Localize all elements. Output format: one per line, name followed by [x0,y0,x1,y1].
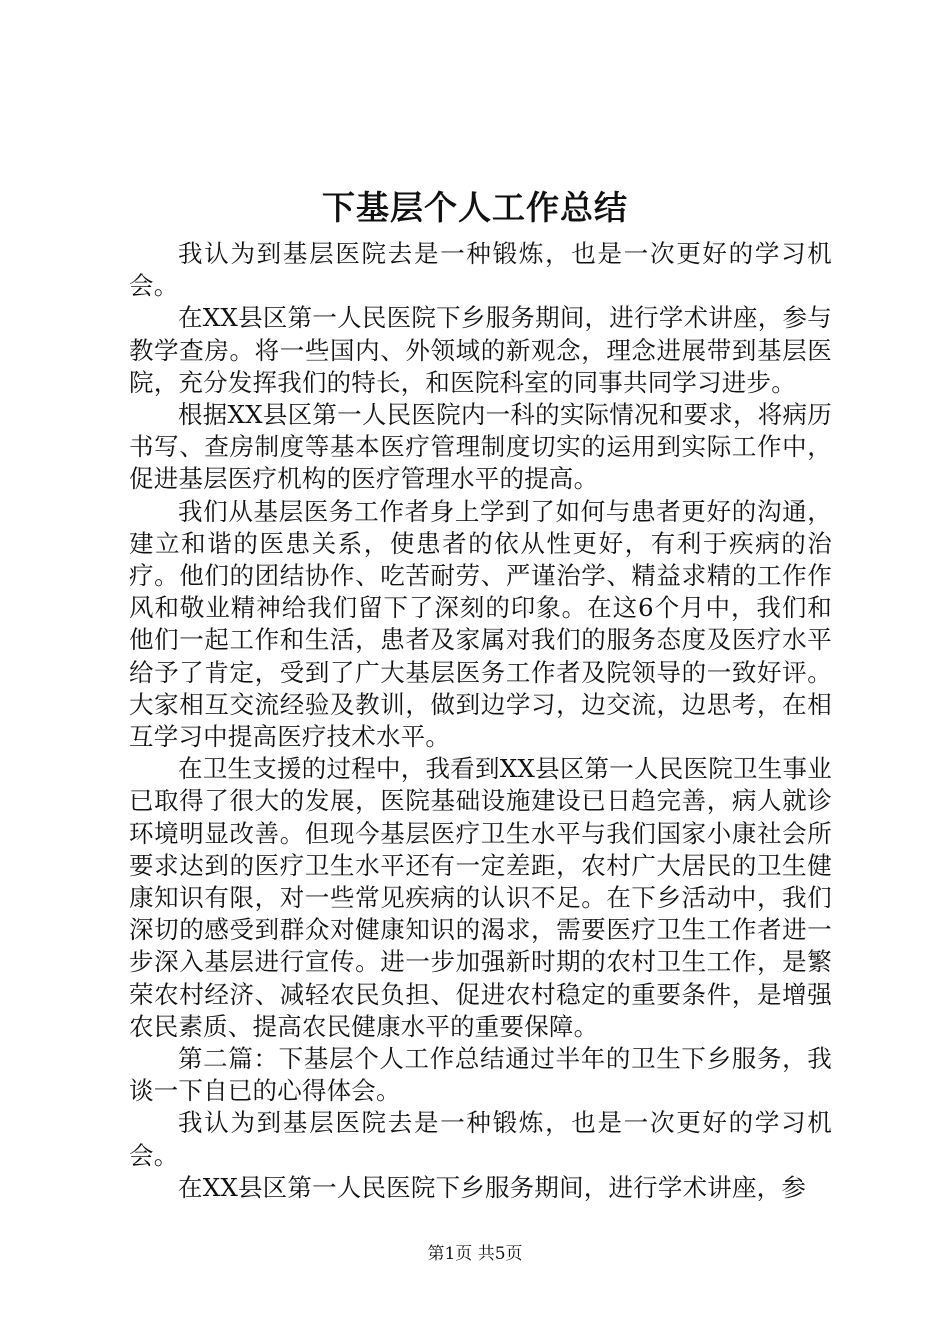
paragraph-7: 我认为到基层医院去是一种锻炼，也是一次更好的学习机会。 [129,1108,832,1170]
paragraph-3: 根据XX县区第一人民医院内一科的实际情况和要求，将病历书写、查房制度等基本医疗管理制度切实的运用到实际工作中，促进基层医疗机构的医疗管理水平的提高。 [129,400,832,494]
paragraph-8: 在XX县区第一人民医院下乡服务期间，进行学术讲座，参 [178,1172,807,1202]
paragraph-4: 我们从基层医务工作者身上学到了如何与患者更好的沟通，建立和谐的医患关系，使患者的依从性更好，有利于疾病的治疗。他们的团结协作、吃苦耐劳、严谨治学、精益求精的工作作风和敬业精神给我们留下了深刻的印象。在这6个月中，我们和他们一起工作和生活，患者及家属对我们的服务态度及医疗水平给予了肯定，受到了广大基层医务工作者及院领导的一致好评。大家相互交流经验及教训，做到边学习，边交流，边思考，在相互学习中提高医疗技术水平。 [129,496,832,752]
paragraph-5: 在卫生支援的过程中，我看到XX县区第一人民医院卫生事业已取得了很大的发展，医院基础设施建设已日趋完善，病人就诊环境明显改善。但现今基层医疗卫生水平与我们国家小康社会所要求达到的医疗卫生水平还有一定差距，农村广大居民的卫生健康知识有限，对一些常见疾病的认识不足。在下乡活动中，我们深切的感受到群众对健康知识的渴求，需要医疗卫生工作者进一步深入基层进行宣传。进一步加强新时期的农村卫生工作，是繁荣农村经济、减轻农民负担、促进农村稳定的重要条件，是增强农民素质、提高农民健康水平的重要保障。 [129,754,832,1041]
page-footer: 第1页 共5页 [427,1244,523,1264]
document-title: 下基层个人工作总结 [322,188,628,227]
paragraph-6: 第二篇：下基层个人工作总结通过半年的卫生下乡服务，我谈一下自已的心得体会。 [129,1044,832,1106]
paragraph-1: 我认为到基层医院去是一种锻炼，也是一次更好的学习机会。 [129,239,832,301]
paragraph-2: 在XX县区第一人民医院下乡服务期间，进行学术讲座，参与教学查房。将一些国内、外领域的新观念，理念进展带到基层医院，充分发挥我们的特长，和医院科室的同事共同学习进步。 [129,303,832,397]
document-body [129,238,832,1204]
